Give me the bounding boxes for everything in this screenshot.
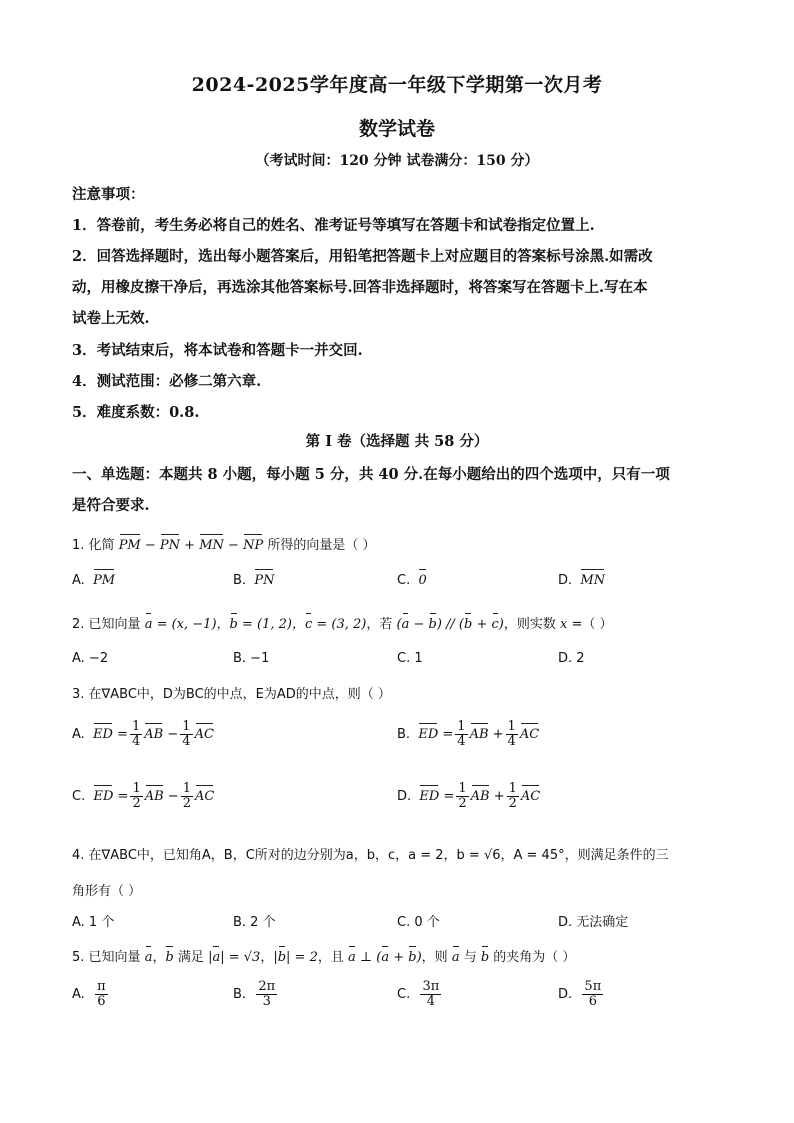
question-1-stem: 1. 化简 PM − PN + MN − NP 所得的向量是（ ）	[72, 538, 376, 553]
section-title: 第 I 卷（选择题 共 58 分）	[305, 433, 489, 450]
question-2-option-b: B. −1	[233, 651, 270, 666]
exam-subject: 数学试卷	[358, 118, 435, 140]
note-2-line-3: 试卷上无效.	[72, 310, 150, 327]
note-1: 1．答卷前，考生务必将自己的姓名、准考证号等填写在答题卡和试卷指定位置上.	[72, 217, 595, 234]
question-3-option-b: B. ED = $\frac{1}{4}$ AB + $\frac{1}{4}$ AC	[397, 719, 540, 749]
question-1-option-c: C. 0	[397, 573, 427, 588]
question-4-option-d: D. 无法确定	[558, 915, 629, 930]
question-4-option-a: A. 1 个	[72, 915, 115, 930]
question-2-option-d: D. 2	[558, 651, 585, 666]
exam-info: （考试时间：120 分钟 试卷满分：150 分）	[255, 153, 539, 169]
note-2-line-2: 动，用橡皮擦干净后，再选涂其他答案标号.回答非选择题时，将答案写在答题卡上.写在本	[72, 279, 648, 296]
question-2-option-c: C. 1	[397, 651, 423, 666]
question-5-stem: 5. 已知向量 a，b 满足 |a| = √3，|b| = 2，且 a ⊥ (a + b)，则 a 与 b 的夹角为（ ）	[72, 950, 576, 965]
part-1-instructions-line-1: 一、单选题：本题共 8 小题，每小题 5 分，共 40 分.在每小题给出的四个选项中，只有一项	[72, 466, 670, 483]
notes-heading: 注意事项：	[72, 186, 145, 203]
note-3: 3．考试结束后，将本试卷和答题卡一并交回.	[72, 342, 363, 359]
part-1-instructions-line-2: 是符合要求.	[72, 497, 150, 514]
question-2-option-a: A. −2	[72, 651, 109, 666]
question-3-option-c: C. ED = $\frac{1}{2}$ AB − $\frac{1}{2}$ AC	[72, 781, 215, 811]
question-4-option-b: B. 2 个	[233, 915, 276, 930]
question-5-option-a: A. $\frac{\pi}{6}$	[72, 979, 106, 1009]
note-4: 4．测试范围：必修二第六章.	[72, 373, 262, 390]
question-5-option-d: D. $\frac{5\pi}{6}$	[558, 979, 602, 1009]
note-5: 5．难度系数：0.8.	[72, 404, 200, 421]
question-1-option-d: D. MN	[558, 573, 606, 588]
question-5-option-c: C. $\frac{3\pi}{4}$	[397, 979, 440, 1009]
question-4-stem-line-1: 4. 在∇ABC中，已知角A，B，C所对的边分别为a，b，c，a = 2，b = √6，A = 45°，则满足条件的三	[72, 848, 669, 863]
question-4-option-c: C. 0 个	[397, 915, 440, 930]
question-4-stem-line-2: 角形有（ ）	[72, 884, 142, 899]
question-3-option-d: D. ED = $\frac{1}{2}$ AB + $\frac{1}{2}$ AC	[397, 781, 541, 811]
exam-title: 2024-2025学年度高一年级下学期第一次月考	[191, 74, 603, 96]
question-5-option-b: B. $\frac{2\pi}{3}$	[233, 979, 276, 1009]
question-3-stem: 3. 在∇ABC中，D为BC的中点，E为AD的中点，则（ ）	[72, 687, 391, 702]
question-1-option-a: A. PM	[72, 573, 116, 588]
question-3-option-a: A. ED = $\frac{1}{4}$ AB − $\frac{1}{4}$ AC	[72, 719, 214, 749]
note-2-line-1: 2．回答选择题时，选出每小题答案后，用铅笔把答题卡上对应题目的答案标号涂黑.如需改	[72, 248, 653, 265]
question-1-option-b: B. PN	[233, 573, 275, 588]
question-2-stem: 2. 已知向量 a = (x, −1)，b = (1, 2)，c = (3, 2)，若 (a − b) // (b + c)，则实数 x =（ ）	[72, 617, 613, 632]
